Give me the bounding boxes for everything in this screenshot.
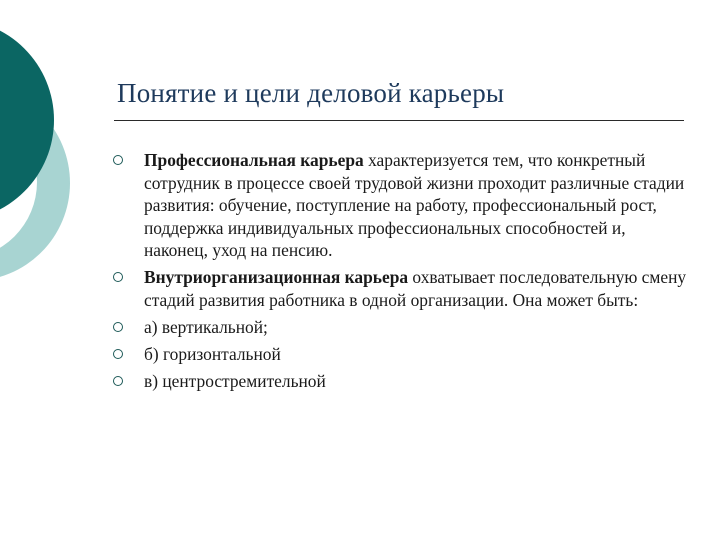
bullet-list: [113, 149, 693, 397]
circle-bullet-icon: [113, 376, 123, 386]
item-text: а) вертикальной;: [144, 316, 268, 337]
term-intraorganizational-career: Внутриорганизационная карьера: [144, 267, 409, 288]
list-item: [113, 149, 693, 262]
item-text: характеризуется тем, что конкретный сотрудник в процессе своей трудовой жизни проходит различные стадии развития: обучение, поступление на работу, профессиональный рост, поддержка индивидуальных профессиональных способностей и, наконец, уход на пенсию.: [144, 150, 685, 261]
title-divider: [114, 120, 684, 121]
list-item: [113, 316, 693, 339]
slide-title: Понятие и цели деловой карьеры: [117, 78, 505, 108]
circle-bullet-icon: [113, 349, 123, 359]
decorative-circles: [0, 0, 110, 300]
term-professional-career: Профессиональная карьера: [144, 150, 364, 170]
circle-bullet-icon: [113, 322, 123, 332]
circle-bullet-icon: [113, 272, 123, 282]
list-item: [113, 343, 693, 366]
circle-bullet-icon: [113, 155, 123, 165]
item-text: охватывает последовательную смену стадий развития работника в одной организации. Она может быть:: [144, 267, 687, 310]
list-item: [113, 266, 693, 311]
item-text: в) центростремительной: [144, 370, 326, 391]
list-item: [113, 370, 693, 393]
item-text: б) горизонтальной: [144, 343, 281, 364]
